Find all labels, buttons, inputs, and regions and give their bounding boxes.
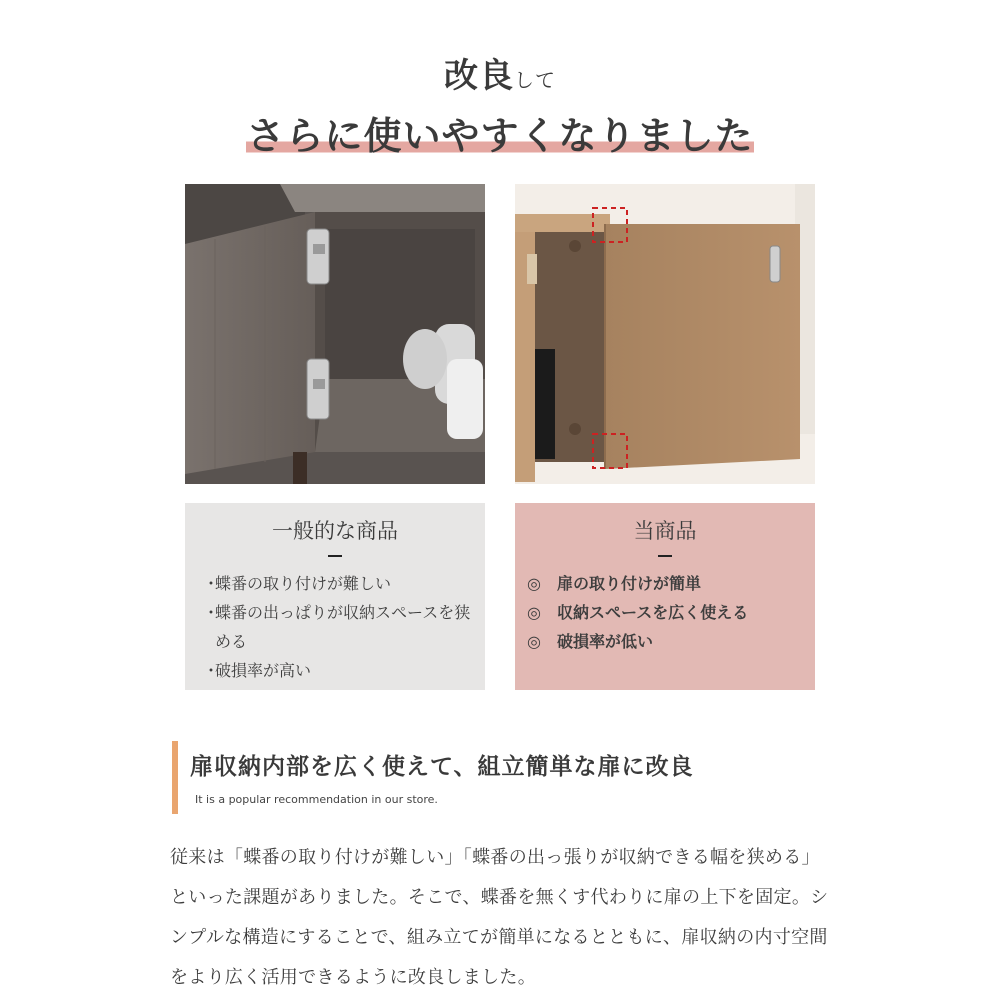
double-circle-icon: ◎ [527,632,541,651]
bullet-icon: ・ [203,661,220,680]
list-item: ・破損率が高い [185,656,485,685]
general-cabinet-illustration [185,184,485,484]
our-product-title: 当商品 [633,519,697,543]
bullet-icon: ・ [203,603,220,622]
section-accent-bar [172,741,178,814]
general-product-photo [185,184,485,484]
bullet-icon: ・ [203,574,220,593]
our-product-photo [515,184,815,484]
section-title: 扉収納内部を広く使えて、組立簡単な扉に改良 [190,754,694,780]
general-product-list [185,569,485,685]
double-circle-icon: ◎ [527,574,541,593]
our-product-box [515,503,815,690]
double-circle-icon: ◎ [527,603,541,622]
headline [0,48,1000,160]
list-item: ◎ 扉の取り付けが簡単 [515,569,815,598]
our-cabinet-illustration [515,184,815,484]
section-subtitle: It is a popular recommendation in our store. [195,793,438,806]
list-item: ・蝶番の取り付けが難しい [185,569,485,598]
our-product-list [515,569,815,656]
general-product-box [185,503,485,690]
title-divider [328,555,342,557]
headline-highlight-text: さらに使いやすくなりました [246,114,754,158]
headline-small-text: して [514,68,556,92]
headline-line2 [244,105,755,160]
general-product-title: 一般的な商品 [272,519,398,543]
title-divider [658,555,672,557]
list-item: ◎ 収納スペースを広く使える [515,598,815,627]
headline-line1 [0,48,1000,97]
list-item: ◎ 破損率が低い [515,627,815,656]
list-item: ・蝶番の出っぱりが収納スペースを狭める [185,598,485,656]
headline-main-text: 改良 [444,56,514,96]
description-paragraph: 従来は「蝶番の取り付けが難しい」「蝶番の出っ張りが収納できる幅を狭める」といった課題がありました。そこで、蝶番を無くす代わりに扉の上下を固定。シンプルな構造にすることで、組み立てが簡単になるとともに、扉収納の内寸空間をより広く活用できるように改良しました。 [170,847,829,988]
